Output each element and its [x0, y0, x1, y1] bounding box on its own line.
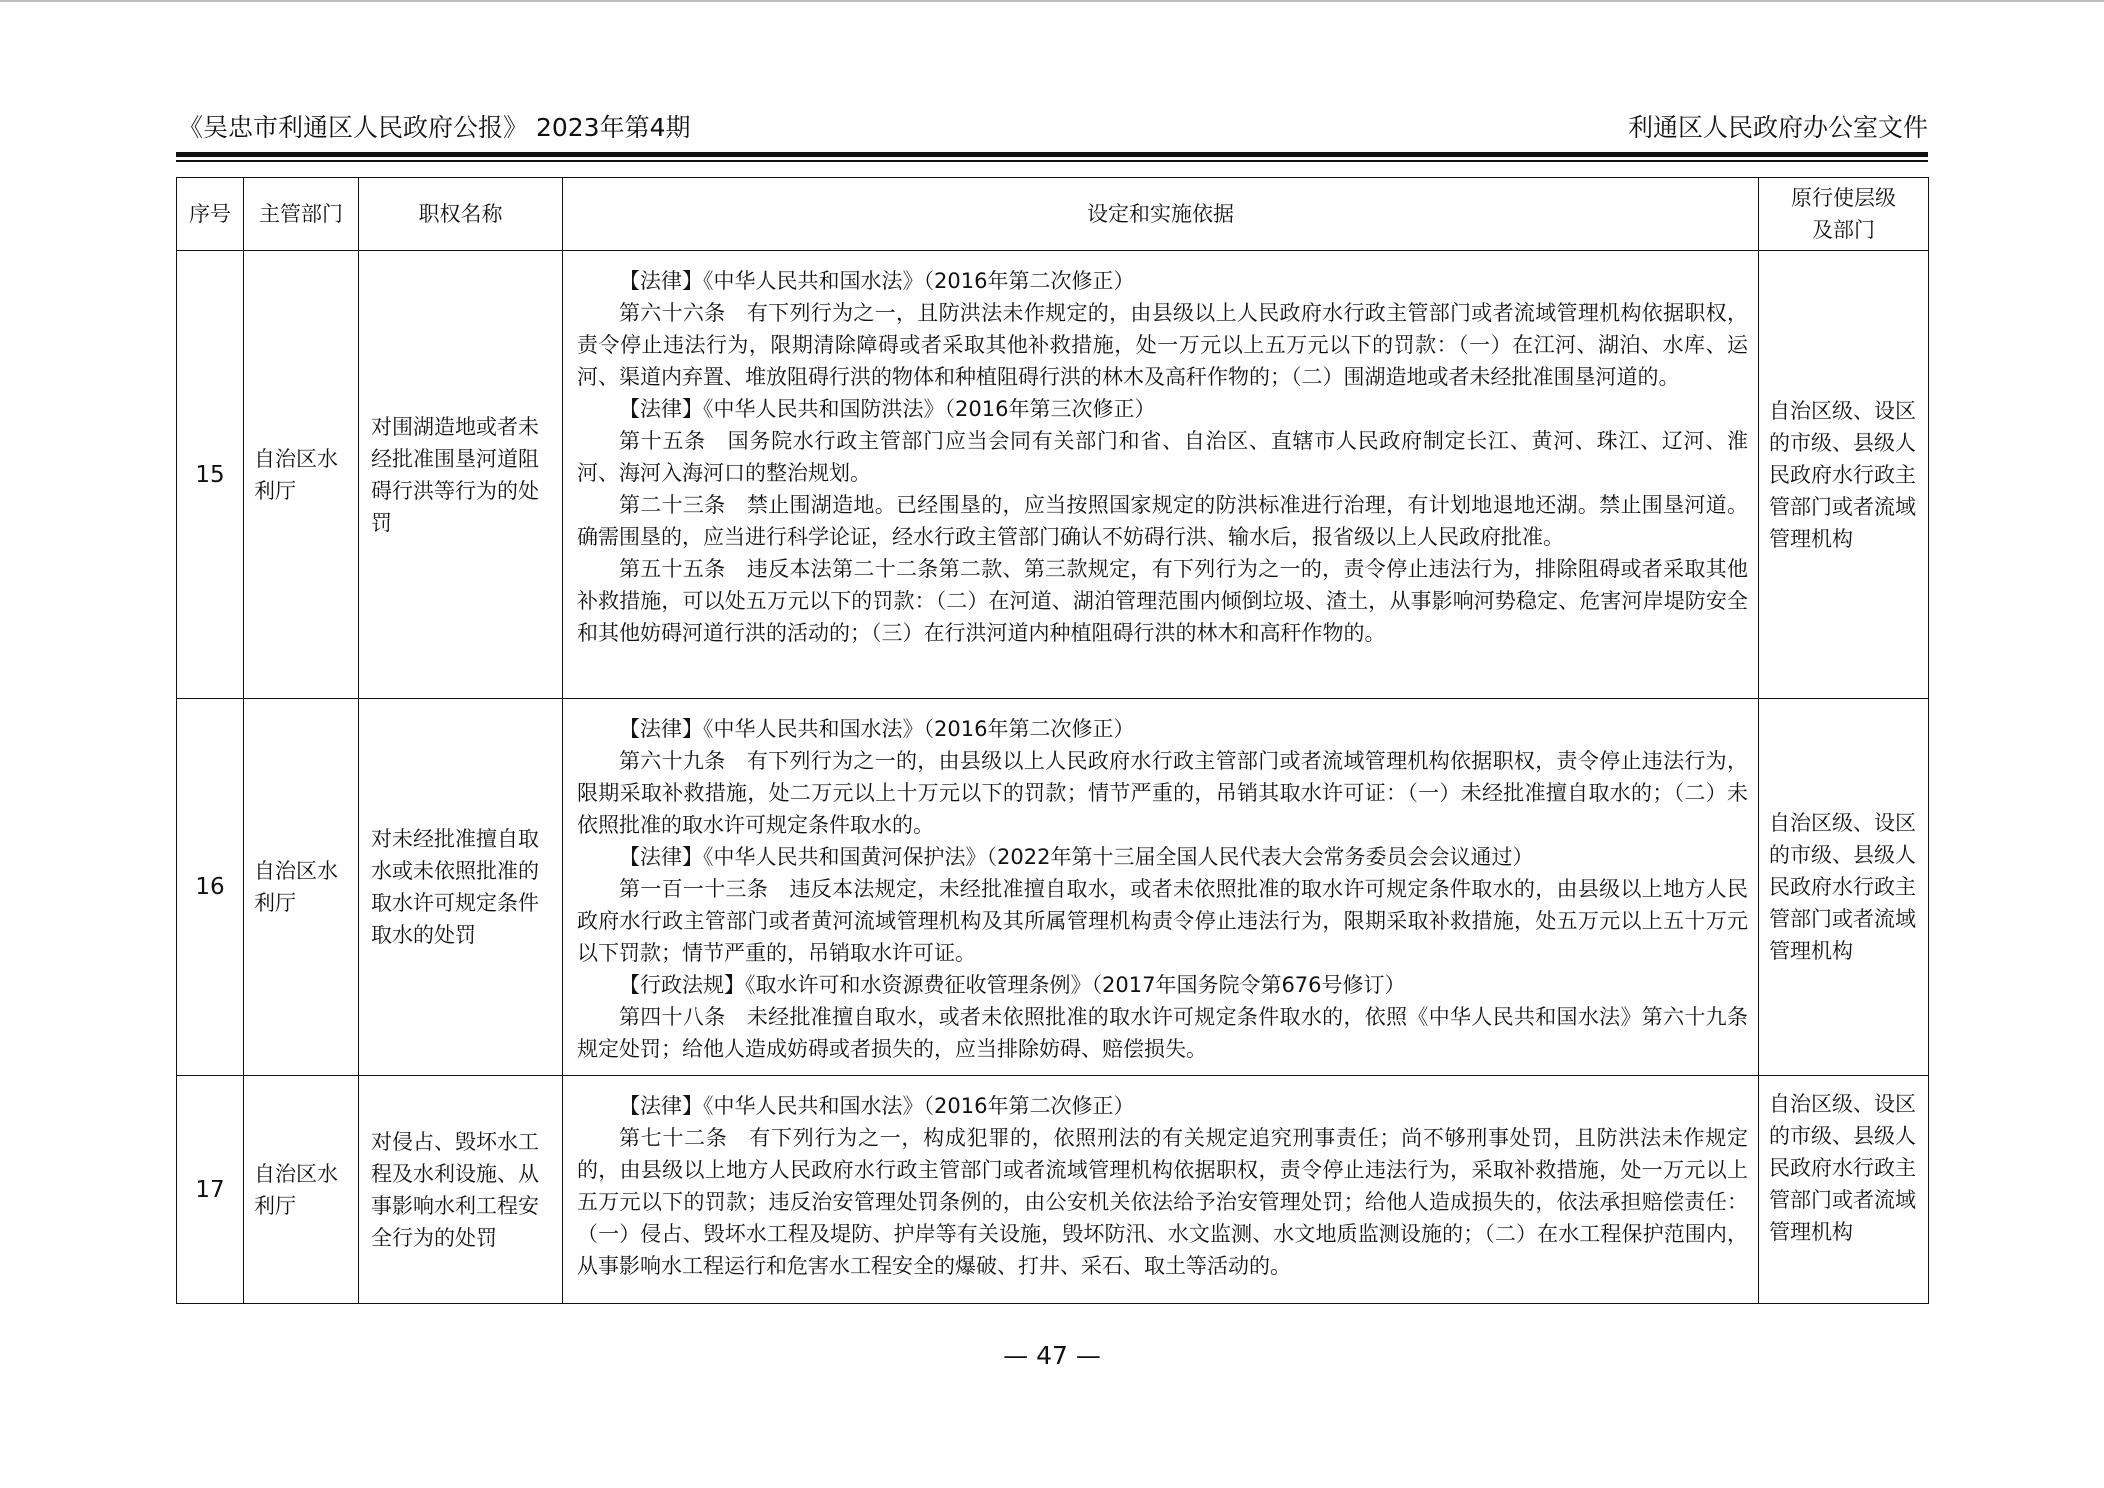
- row-level: 自治区级、设区的市级、县级人民政府水行政主管部门或者流域管理机构: [1759, 1076, 1929, 1304]
- row-basis: [563, 699, 1759, 1076]
- row-level: 自治区级、设区的市级、县级人民政府水行政主管部门或者流域管理机构: [1759, 251, 1929, 699]
- col-header-basis: 设定和实施依据: [563, 178, 1759, 251]
- row-seq: 17: [177, 1076, 244, 1304]
- row-dept: 自治区水利厅: [244, 251, 359, 699]
- row-level: 自治区级、设区的市级、县级人民政府水行政主管部门或者流域管理机构: [1759, 699, 1929, 1076]
- basis-paragraph: 【法律】《中华人民共和国防洪法》（2016年第三次修正）: [619, 397, 1156, 421]
- basis-paragraph: 【法律】《中华人民共和国水法》（2016年第二次修正）: [619, 269, 1135, 293]
- row-seq: 16: [177, 699, 244, 1076]
- basis-paragraph: 第十五条 国务院水行政主管部门应当会同有关部门和省、自治区、直辖市人民政府制定长江、黄河、珠江、辽河、淮河、海河入海河口的整治规划。: [577, 429, 1748, 485]
- table-header-row: [177, 178, 1929, 251]
- table-row: [177, 251, 1929, 699]
- basis-paragraph: 【行政法规】《取水许可和水资源费征收管理条例》（2017年国务院令第676号修订）: [619, 973, 1406, 997]
- top-border-line: [0, 0, 2104, 2]
- basis-paragraph: 【法律】《中华人民共和国水法》（2016年第二次修正）: [619, 1094, 1135, 1118]
- row-dept: 自治区水利厅: [244, 1076, 359, 1304]
- header-rule-thick: [176, 152, 1928, 157]
- header-issuer: 利通区人民政府办公室文件: [1627, 113, 1928, 142]
- row-name: 对围湖造地或者未经批准围垦河道阻碍行洪等行为的处罚: [359, 251, 563, 699]
- basis-paragraph: 第六十九条 有下列行为之一的，由县级以上人民政府水行政主管部门或者流域管理机构依据职权，责令停止违法行为，限期采取补救措施，处二万元以上十万元以下的罚款；情节严重的，吊销其取水许可证：（一）未经批准擅自取水的；（二）未依照批准的取水许可规定条件取水的。: [577, 749, 1748, 837]
- col-header-dept: 主管部门: [244, 178, 359, 251]
- page-header: [178, 108, 1928, 148]
- header-rule-thin: [176, 160, 1928, 162]
- page-number: — 47 —: [1003, 1341, 1101, 1370]
- basis-paragraph: 第五十五条 违反本法第二十二条第二款、第三款规定，有下列行为之一的，责令停止违法行为，排除阻碍或者采取其他补救措施，可以处五万元以下的罚款：（二）在河道、湖泊管理范围内倾倒垃圾、渣土，从事影响河势稳定、危害河岸堤防安全和其他妨碍河道行洪的活动的；（三）在行洪河道内种植阻碍行洪的林木和高秆作物的。: [577, 557, 1748, 645]
- row-name: 对侵占、毁坏水工程及水利设施、从事影响水利工程安全行为的处罚: [359, 1076, 563, 1304]
- table-row: [177, 1076, 1929, 1304]
- col-header-name: 职权名称: [359, 178, 563, 251]
- row-basis: [563, 1076, 1759, 1304]
- basis-paragraph: 【法律】《中华人民共和国水法》（2016年第二次修正）: [619, 717, 1135, 741]
- header-publication-title: 《吴忠市利通区人民政府公报》 2023年第4期: [178, 113, 691, 142]
- row-seq: 15: [177, 251, 244, 699]
- basis-paragraph: 第二十三条 禁止围湖造地。已经围垦的，应当按照国家规定的防洪标准进行治理，有计划地退地还湖。禁止围垦河道。确需围垦的，应当进行科学论证，经水行政主管部门确认不妨碍行洪、输水后，报省级以上人民政府批准。: [577, 493, 1748, 549]
- col-header-level: 原行使层级及部门: [1759, 178, 1929, 251]
- basis-paragraph: 第七十二条 有下列行为之一，构成犯罪的，依照刑法的有关规定追究刑事责任；尚不够刑事处罚，且防洪法未作规定的，由县级以上地方人民政府水行政主管部门或者流域管理机构依据职权，责令停止违法行为，采取补救措施，处一万元以上五万元以下的罚款；违反治安管理处罚条例的，由公安机关依法给予治安管理处罚；给他人造成损失的，依法承担赔偿责任：（一）侵占、毁坏水工程及堤防、护岸等有关设施，毁坏防汛、水文监测、水文地质监测设施的；（二）在水工程保护范围内，从事影响水工程运行和危害水工程安全的爆破、打井、采石、取土等活动的。: [577, 1126, 1748, 1278]
- row-dept: 自治区水利厅: [244, 699, 359, 1076]
- basis-paragraph: 第六十六条 有下列行为之一，且防洪法未作规定的，由县级以上人民政府水行政主管部门或者流域管理机构依据职权，责令停止违法行为，限期清除障碍或者采取其他补救措施，处一万元以上五万元以下的罚款：（一）在江河、湖泊、水库、运河、渠道内弃置、堆放阻碍行洪的物体和种植阻碍行洪的林木及高秆作物的；（二）围湖造地或者未经批准围垦河道的。: [577, 301, 1748, 389]
- basis-paragraph: 第一百一十三条 违反本法规定，未经批准擅自取水，或者未依照批准的取水许可规定条件取水的，由县级以上地方人民政府水行政主管部门或者黄河流域管理机构及其所属管理机构责令停止违法行为，限期采取补救措施，处五万元以上五十万元以下罚款；情节严重的，吊销取水许可证。: [577, 877, 1748, 965]
- authority-table: [176, 177, 1929, 1304]
- row-basis: [563, 251, 1759, 699]
- basis-paragraph: 【法律】《中华人民共和国黄河保护法》（2022年第十三届全国人民代表大会常务委员会会议通过）: [619, 845, 1534, 869]
- row-name: 对未经批准擅自取水或未依照批准的取水许可规定条件取水的处罚: [359, 699, 563, 1076]
- basis-paragraph: 第四十八条 未经批准擅自取水，或者未依照批准的取水许可规定条件取水的，依照《中华人民共和国水法》第六十九条规定处罚；给他人造成妨碍或者损失的，应当排除妨碍、赔偿损失。: [577, 1005, 1748, 1061]
- table-row: [177, 699, 1929, 1076]
- col-header-seq: 序号: [177, 178, 244, 251]
